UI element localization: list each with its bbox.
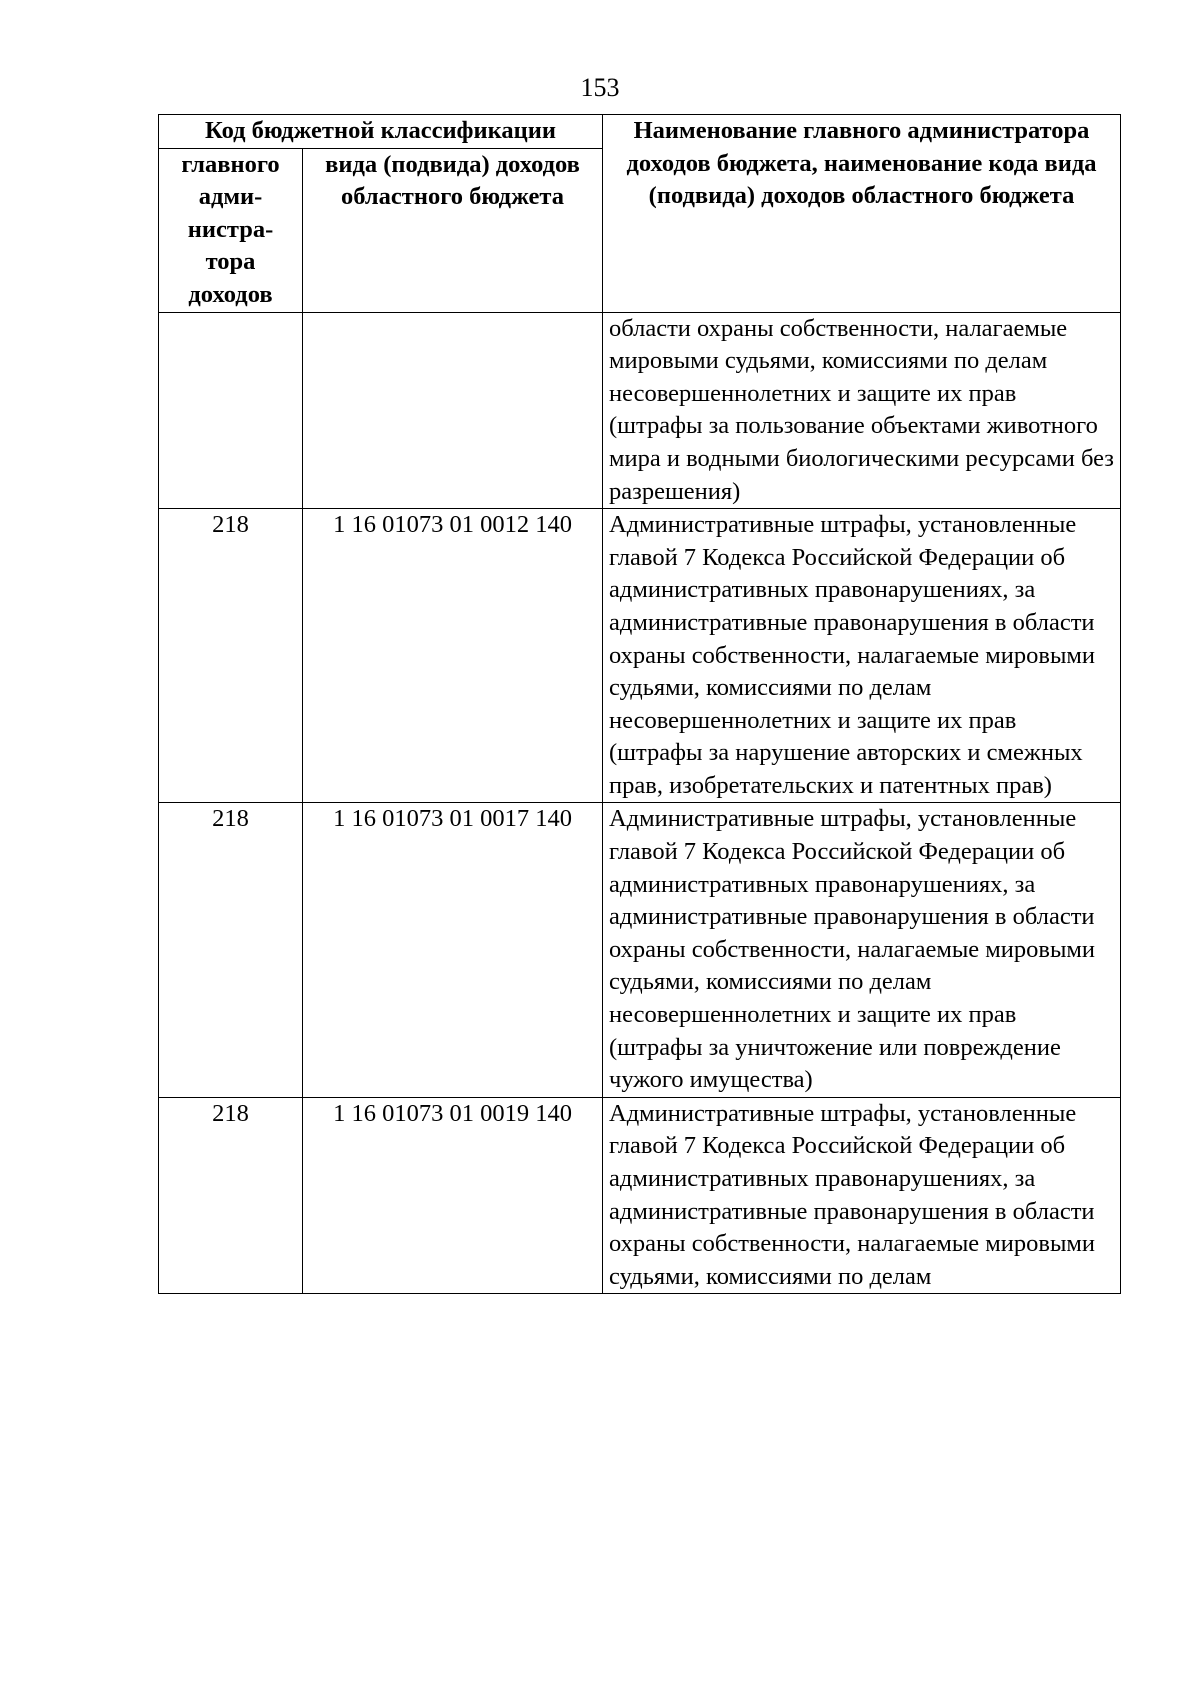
cell-revenue-code: 1 16 01073 01 0017 140 [303, 803, 603, 1097]
cell-description: Административные штрафы, установленные главой 7 Кодекса Российской Федерации об административных правонарушениях, за административные правонарушения в области охраны собственности, налагаемые мировыми судьями, комиссиями по делам несовершеннолетних и защите их прав (штрафы за нарушение авторских и смежных прав, изобретательских и патентных прав) [603, 509, 1121, 803]
header-budget-classification-code: Код бюджетной классификации [159, 115, 603, 149]
cell-administrator-code [159, 312, 303, 509]
cell-description: Административные штрафы, установленные главой 7 Кодекса Российской Федерации об административных правонарушениях, за административные правонарушения в области охраны собственности, налагаемые мировыми судьями, комиссиями по делам несовершеннолетних и защите их прав (штрафы за уничтожение или повреждение чужого имущества) [603, 803, 1121, 1097]
header-main-administrator: главного адми-нистра-тора доходов [159, 148, 303, 312]
cell-revenue-code: 1 16 01073 01 0012 140 [303, 509, 603, 803]
cell-administrator-code: 218 [159, 1097, 303, 1294]
page-number: 153 [580, 73, 620, 102]
cell-administrator-code: 218 [159, 803, 303, 1097]
table-row [159, 509, 1121, 803]
cell-description: Административные штрафы, установленные главой 7 Кодекса Российской Федерации об административных правонарушениях, за административные правонарушения в области охраны собственности, налагаемые мировыми судьями, комиссиями по делам [603, 1097, 1121, 1294]
cell-administrator-code: 218 [159, 509, 303, 803]
table-row [159, 803, 1121, 1097]
table-row [159, 312, 1121, 509]
cell-description: области охраны собственности, налагаемые мировыми судьями, комиссиями по делам несовершеннолетних и защите их прав (штрафы за пользование объектами животного мира и водными биологическими ресурсами без разрешения) [603, 312, 1121, 509]
cell-revenue-code: 1 16 01073 01 0019 140 [303, 1097, 603, 1294]
cell-revenue-code [303, 312, 603, 509]
table-header-row-group [159, 115, 1121, 149]
header-revenue-kind: вида (подвида) доходов областного бюджета [303, 148, 603, 312]
table-row [159, 1097, 1121, 1294]
header-administrator-name: Наименование главного администратора доходов бюджета, наименование кода вида (подвида) доходов областного бюджета [603, 115, 1121, 313]
budget-classification-table [158, 114, 1121, 1294]
